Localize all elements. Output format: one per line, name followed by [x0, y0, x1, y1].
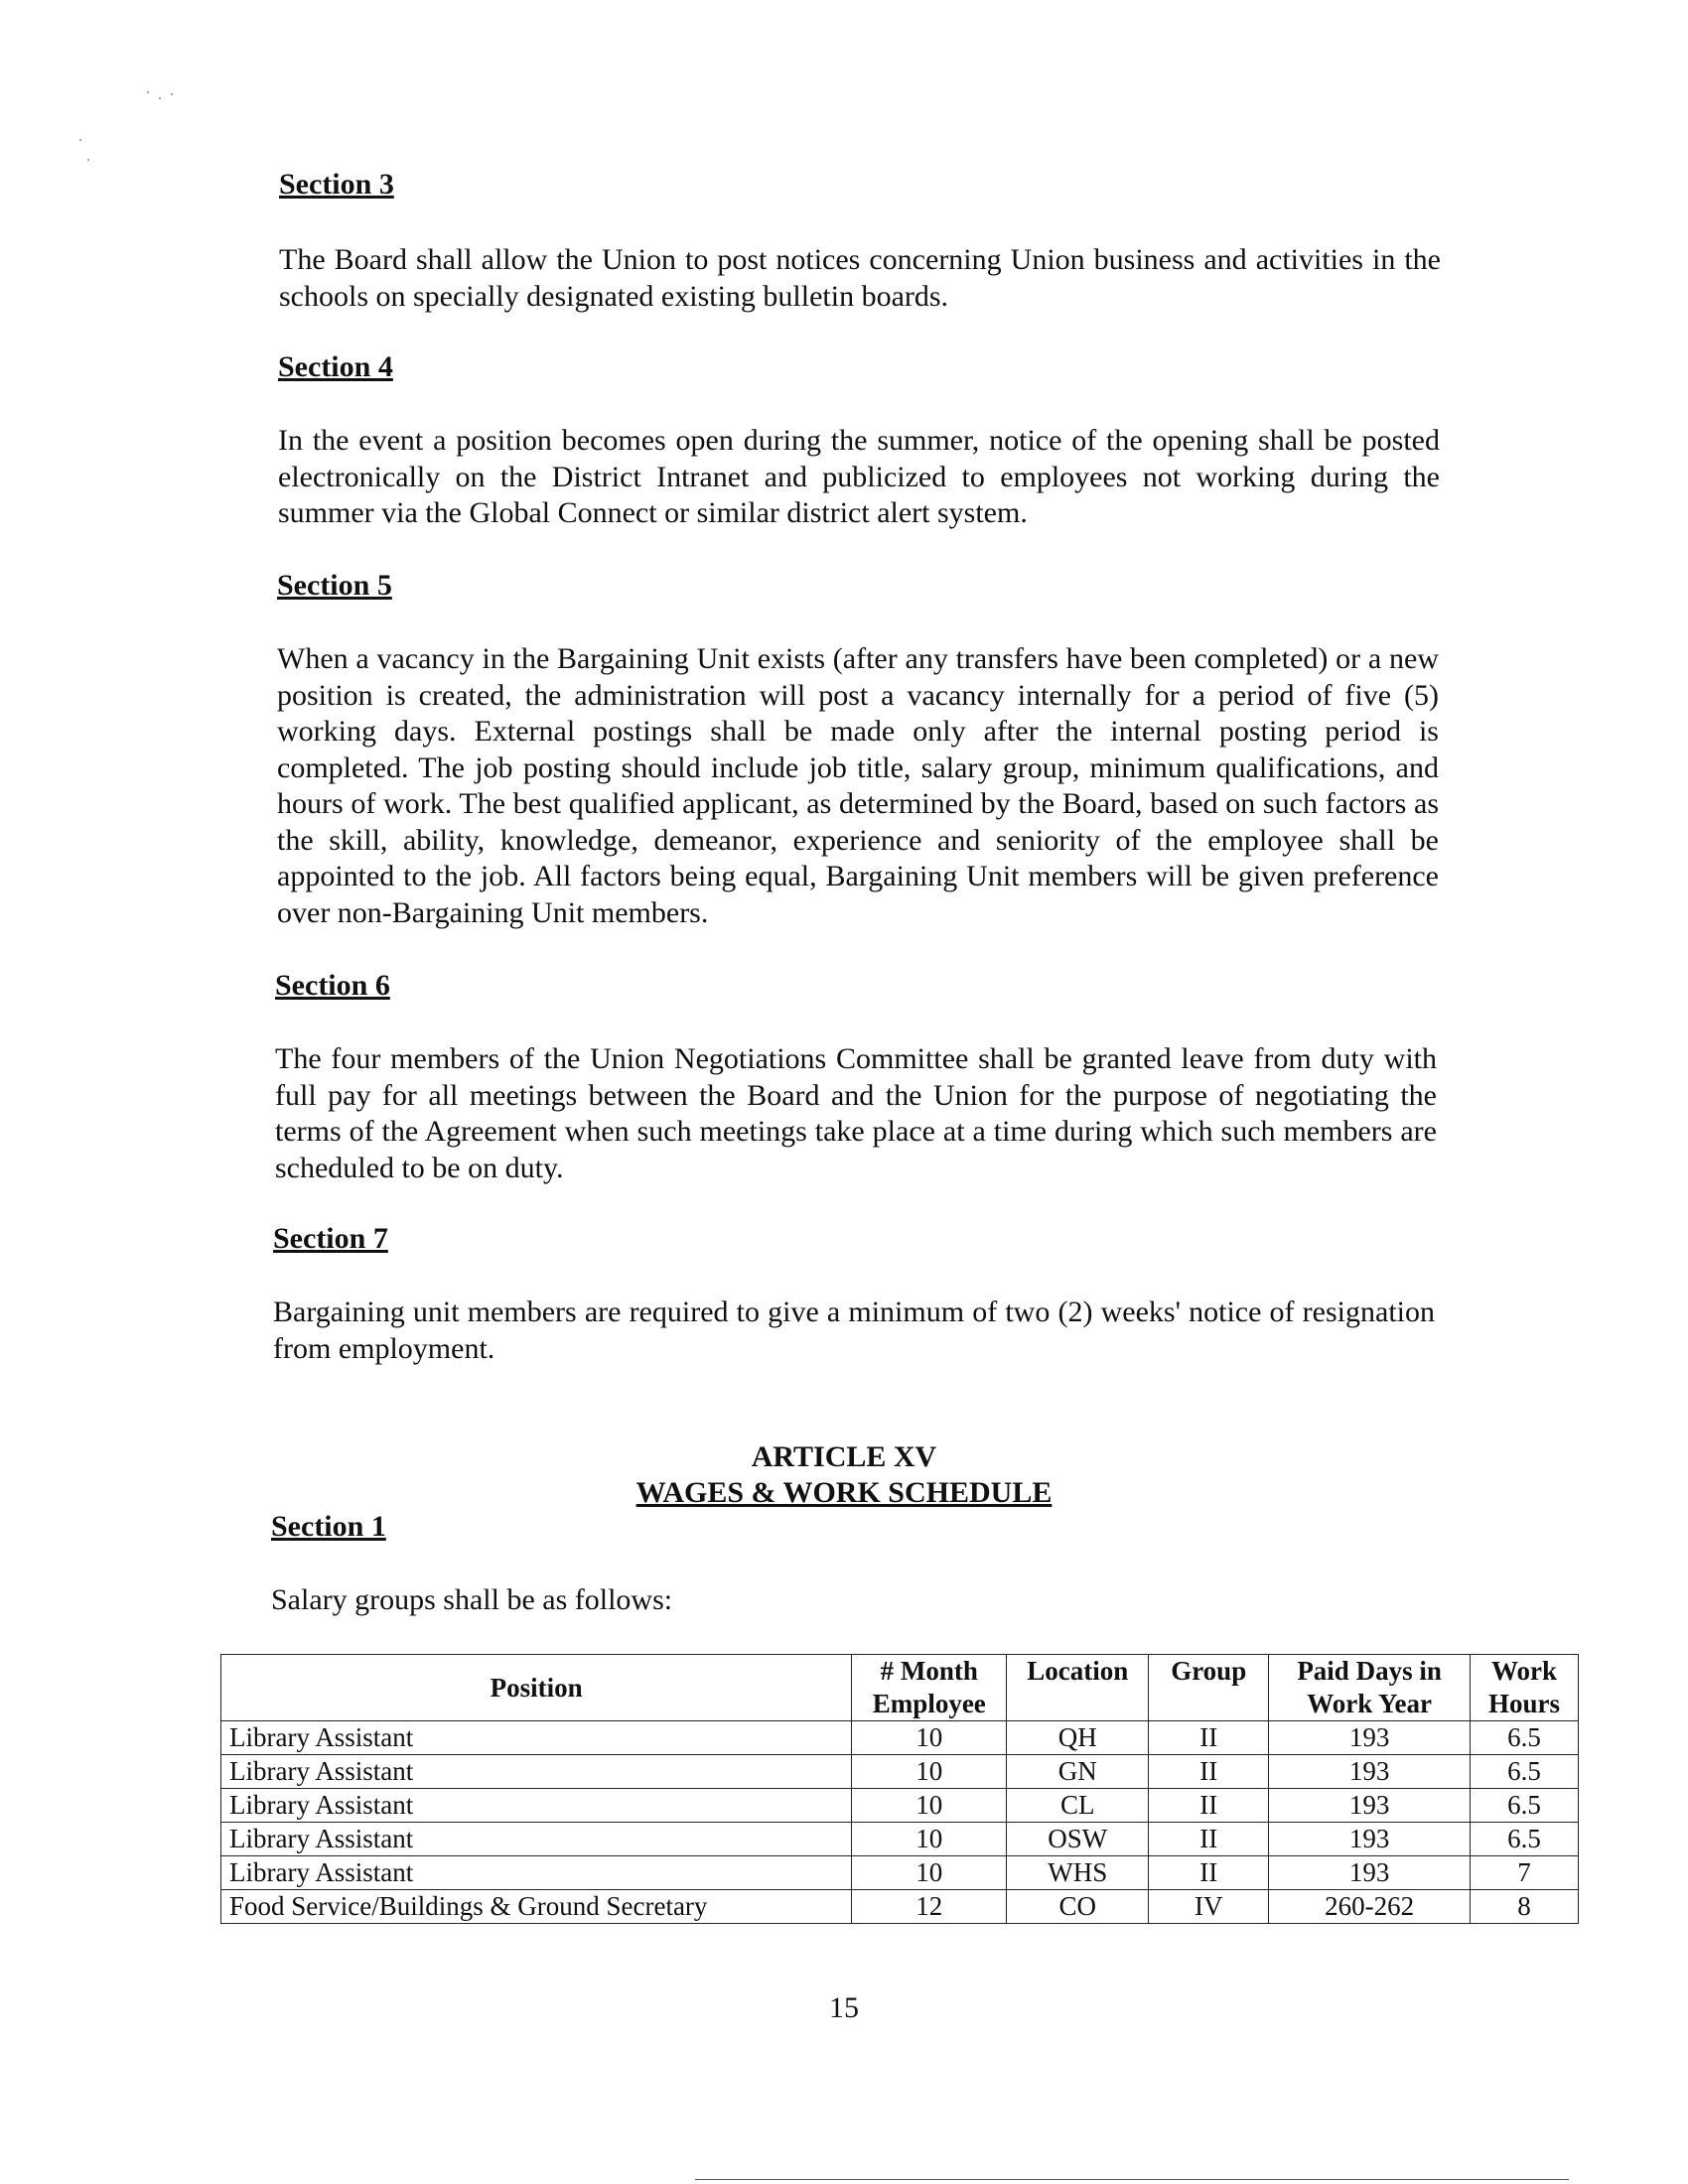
cell-hours: 7: [1471, 1856, 1579, 1890]
section-6-heading: Section 6: [275, 969, 390, 1002]
section-7-heading: Section 7: [273, 1222, 388, 1255]
header-hours-line2: Hours: [1487, 1689, 1560, 1718]
section-5-heading: Section 5: [277, 569, 392, 602]
page-number: 15: [829, 1991, 859, 2024]
cell-months: 10: [852, 1755, 1007, 1789]
table-row: [221, 1789, 1579, 1823]
section-5-text: When a vacancy in the Bargaining Unit exists (after any transfers have been completed) or a new position is created, the administration will post a vacancy internally for a period of five (5) working days. External postings shall be made only after the internal posting period is completed. The job posting should include job title, salary group, minimum qualifications, and hours of work. The best qualified applicant, as determined by the Board, based on such factors as the skill, ability, knowledge, demeanor, experience and seniority of the employee shall be appointed to the job. All factors being equal, Bargaining Unit members will be given preference over non-Bargaining Unit members.: [277, 642, 1439, 929]
cell-hours: 6.5: [1471, 1721, 1579, 1755]
salary-groups-intro: Salary groups shall be as follows:: [271, 1583, 673, 1616]
header-paid-line2: Work Year: [1307, 1689, 1432, 1718]
cell-months: 10: [852, 1823, 1007, 1856]
scan-speck: [87, 159, 89, 161]
header-work-hours: [1471, 1655, 1579, 1721]
cell-hours: 6.5: [1471, 1789, 1579, 1823]
section-6-text: The four members of the Union Negotiations Committee shall be granted leave from duty with full pay for all meetings between the Board and the Union for the purpose of negotiating the terms of the Agreement when such meetings take place at a time during which such members are scheduled to be on duty.: [275, 1042, 1437, 1184]
header-group: Group: [1149, 1655, 1269, 1721]
header-month-line2: Employee: [872, 1689, 986, 1718]
cell-position: Library Assistant: [221, 1721, 852, 1755]
header-month-line1: # Month: [880, 1656, 978, 1686]
section-7-text: Bargaining unit members are required to give a minimum of two (2) weeks' notice of resignation from employment.: [273, 1296, 1435, 1365]
cell-position: Library Assistant: [221, 1789, 852, 1823]
cell-group: II: [1149, 1823, 1269, 1856]
cell-location: OSW: [1007, 1823, 1149, 1856]
article-section-1-heading: Section 1: [271, 1510, 386, 1543]
cell-position: Library Assistant: [221, 1856, 852, 1890]
header-paid-days: [1269, 1655, 1471, 1721]
table-row: [221, 1823, 1579, 1856]
cell-paid-days: 193: [1269, 1823, 1471, 1856]
cell-paid-days: 193: [1269, 1789, 1471, 1823]
cell-paid-days: 193: [1269, 1856, 1471, 1890]
cell-location: GN: [1007, 1755, 1149, 1789]
cell-location: WHS: [1007, 1856, 1149, 1890]
cell-paid-days: 193: [1269, 1755, 1471, 1789]
cell-group: II: [1149, 1755, 1269, 1789]
cell-months: 10: [852, 1856, 1007, 1890]
cell-group: II: [1149, 1721, 1269, 1755]
table-row: [221, 1856, 1579, 1890]
table-row: [221, 1755, 1579, 1789]
footer-rule: [695, 2179, 1569, 2180]
table-row: [221, 1890, 1579, 1924]
section-4-text: In the event a position becomes open during the summer, notice of the opening shall be posted electronically on the District Intranet and publicized to employees not working during the summer via the Global Connect or similar district alert system.: [278, 424, 1440, 529]
cell-group: II: [1149, 1856, 1269, 1890]
header-position: Position: [221, 1655, 852, 1721]
header-month-employee: [852, 1655, 1007, 1721]
header-paid-line1: Paid Days in: [1297, 1656, 1442, 1686]
cell-group: II: [1149, 1789, 1269, 1823]
table-header-row: [221, 1655, 1579, 1721]
table-row: [221, 1721, 1579, 1755]
header-hours-line1: Work: [1490, 1656, 1557, 1686]
cell-group: IV: [1149, 1890, 1269, 1924]
scan-speck: [147, 91, 149, 93]
cell-location: QH: [1007, 1721, 1149, 1755]
cell-paid-days: 193: [1269, 1721, 1471, 1755]
scan-speck: [171, 93, 173, 95]
header-location: Location: [1007, 1655, 1149, 1721]
salary-groups-table: [220, 1654, 1579, 1924]
article-number: ARTICLE XV: [751, 1440, 937, 1473]
cell-hours: 6.5: [1471, 1755, 1579, 1789]
section-3-heading: Section 3: [279, 168, 394, 201]
cell-position: Library Assistant: [221, 1823, 852, 1856]
article-title: WAGES & WORK SCHEDULE: [635, 1476, 1053, 1509]
cell-months: 10: [852, 1721, 1007, 1755]
scan-speck: [159, 97, 161, 99]
scan-speck: [79, 139, 81, 141]
cell-hours: 8: [1471, 1890, 1579, 1924]
cell-position: Library Assistant: [221, 1755, 852, 1789]
cell-paid-days: 260-262: [1269, 1890, 1471, 1924]
cell-position: Food Service/Buildings & Ground Secretary: [221, 1890, 852, 1924]
cell-months: 10: [852, 1789, 1007, 1823]
section-4-heading: Section 4: [278, 350, 393, 383]
cell-location: CL: [1007, 1789, 1149, 1823]
cell-hours: 6.5: [1471, 1823, 1579, 1856]
section-3-text: The Board shall allow the Union to post notices concerning Union business and activities in the schools on specially designated existing bulletin boards.: [279, 243, 1441, 313]
cell-months: 12: [852, 1890, 1007, 1924]
cell-location: CO: [1007, 1890, 1149, 1924]
